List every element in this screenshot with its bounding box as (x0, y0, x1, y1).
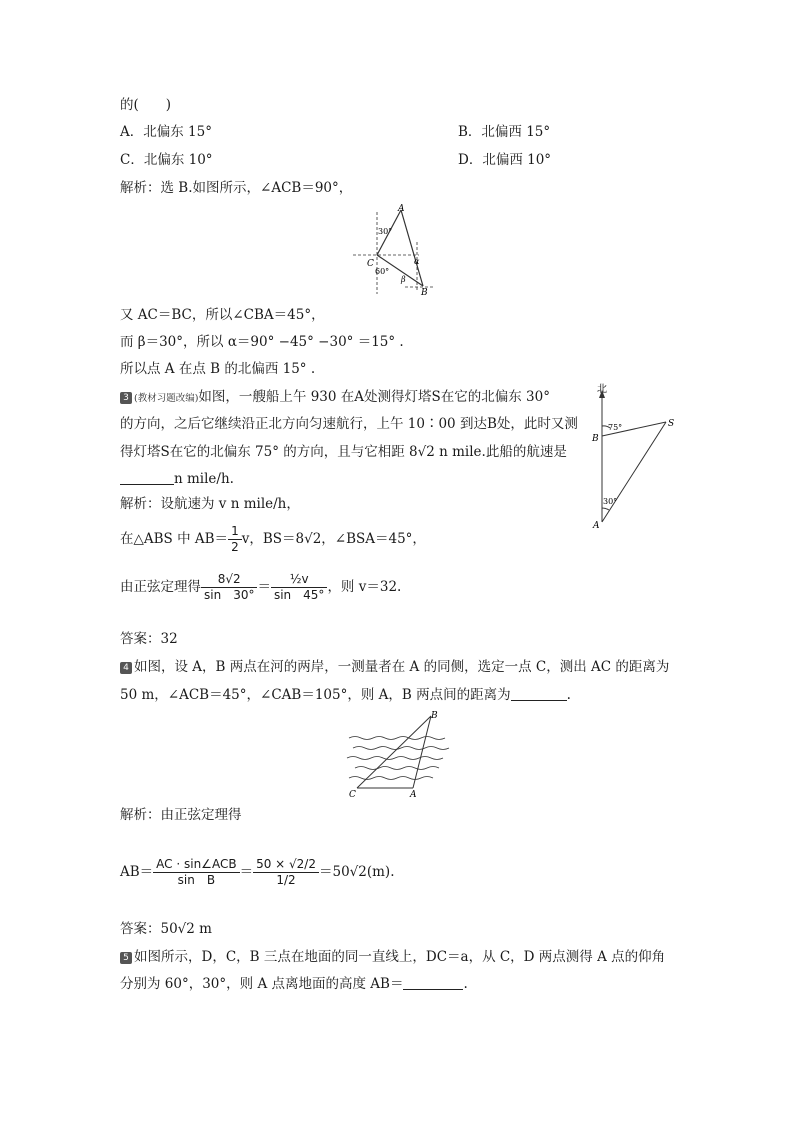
label-a: A (593, 521, 600, 531)
label-60: 60° (375, 267, 390, 276)
option-c: C．北偏东 10° (120, 152, 213, 168)
solution-line: 而 β＝30°，所以 α＝90° −45° −30° ＝15° . (120, 334, 404, 350)
label-alpha: α (414, 257, 420, 266)
label-beta: β (401, 275, 406, 284)
q5-number-badge: 5 (120, 952, 132, 964)
q4-number-badge: 4 (120, 662, 132, 674)
label-a: A (398, 204, 405, 214)
q3-number-badge: 3 (120, 392, 132, 404)
label-c: C (349, 790, 356, 800)
q5-line1: 5 如图所示，D，C，B 三点在地面的同一直线上，DC＝a，从 C，D 两点测得 A 点的仰角 (120, 948, 665, 966)
q4-line2: 50 m，∠ACB＝45°，∠CAB＝105°，则 A，B 两点间的距离为 . (120, 687, 571, 703)
q4-solution-line2: AB＝ $\frac{\text{AC · sin∠ACB}}{\text{sin B}}$ ＝ $\frac{50 \times √2/2}{1/2}$ ＝50√2(m). (120, 857, 395, 887)
q3-line2: 的方向，之后它继续沿正北方向匀速航行，上午 10∶00 到达B处，此时又测 (120, 416, 578, 432)
answer-blank (511, 687, 567, 701)
label-a: A (410, 790, 417, 800)
solution-line: 解析：选 B.如图所示，∠ACB＝90°， (120, 180, 353, 196)
label-75: 75° (608, 423, 623, 432)
label-b: B (431, 711, 438, 721)
label-north: 北 (597, 384, 607, 395)
q3-answer: 答案：32 (120, 631, 178, 647)
option-b: B．北偏西 15° (458, 124, 551, 140)
label-30: 30° (603, 497, 618, 506)
label-s: S (668, 419, 675, 429)
solution-line: 又 AC＝BC，所以∠CBA＝45°， (120, 307, 325, 323)
figure-river (345, 708, 455, 800)
q5-line2: 分别为 60°，30°，则 A 点离地面的高度 AB＝ . (120, 976, 468, 992)
q-prev-stem-tail: 的( ) (120, 97, 172, 113)
label-30: 30° (378, 227, 393, 236)
solution-line: 所以点 A 在点 B 的北偏西 15° . (120, 361, 316, 377)
q3-solution-line1: 解析：设航速为 v n mile/h， (120, 496, 300, 512)
q3-solution-line3: 由正弦定理得 $\frac{8√2}{\sin 30^\circ}$ ＝ $\frac{\text{½v}}{\sin 45^\circ}$ ，则 v＝32. (120, 572, 402, 602)
option-d: D．北偏西 10° (458, 152, 552, 168)
q3-solution-line2: 在△ABS 中 AB＝ $\frac{1}{2}$ v，BS＝8√2，∠BSA＝45°， (120, 524, 426, 554)
option-a: A．北偏东 15° (120, 124, 212, 140)
q3-line3: 得灯塔S在它的北偏东 75° 的方向，且与它相距 8√2 n mile.此船的航速是 (120, 444, 567, 460)
label-b: B (592, 434, 599, 444)
label-b: B (421, 288, 428, 298)
q4-line1: 4 如图，设 A，B 两点在河的两岸，一测量者在 A 的同侧，选定一点 C，测出 AC 的距离为 (120, 658, 669, 676)
figure-ship-lighthouse (588, 382, 684, 532)
answer-blank (403, 976, 463, 990)
answer-blank (120, 471, 174, 485)
q3-line4: n mile/h. (120, 470, 234, 488)
q4-answer: 答案：50√2 m (120, 921, 212, 937)
q3-line1: 3 (教材习题改编)如图，一艘船上午 930 在A处测得灯塔S在它的北偏东 30° (120, 388, 550, 408)
q4-solution-line1: 解析：由正弦定理得 (120, 807, 242, 823)
q3-source-tag: (教材习题改编) (134, 393, 199, 404)
label-c: C (367, 259, 374, 269)
figure-right-triangle (345, 202, 445, 298)
